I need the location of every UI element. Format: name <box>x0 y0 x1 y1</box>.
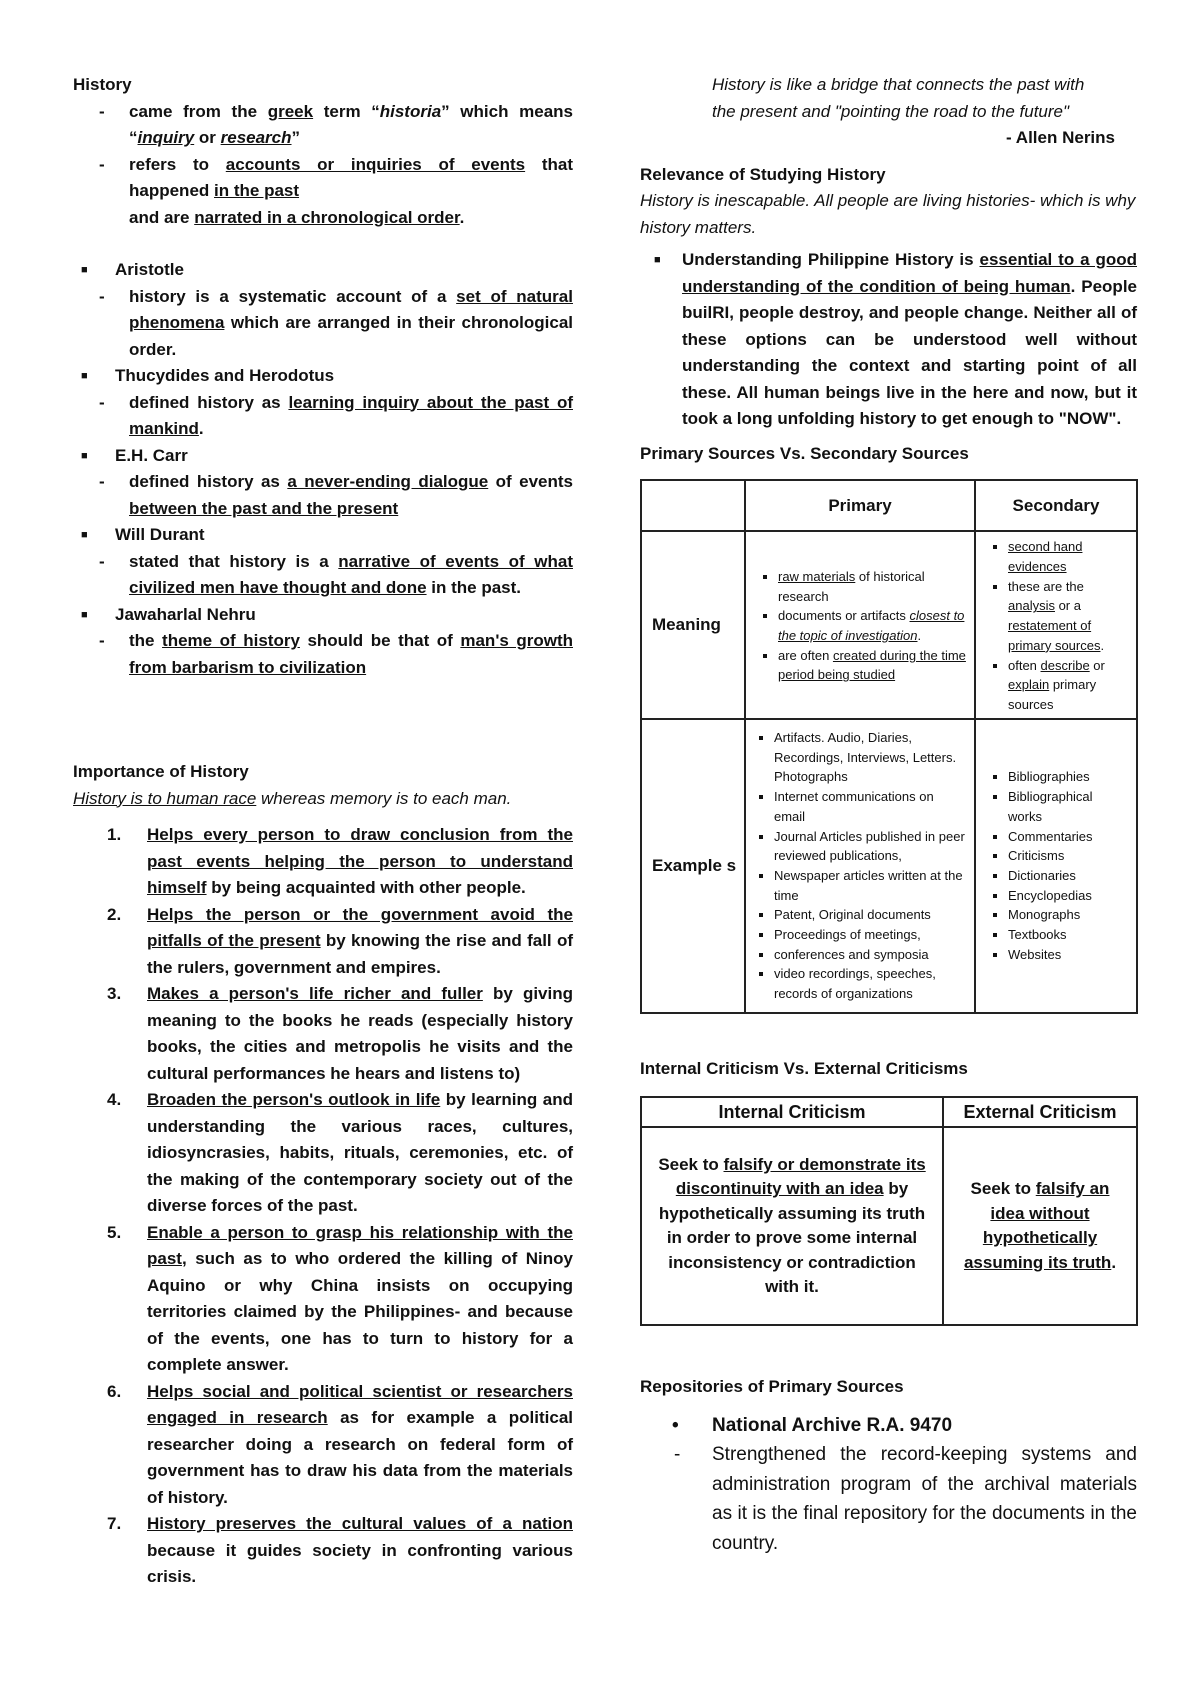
criticism-heading: Internal Criticism Vs. External Criticisms <box>640 1058 968 1078</box>
person-eh-carr: ■ E.H. Carr <box>81 445 188 465</box>
sources-heading: Primary Sources Vs. Secondary Sources <box>640 443 969 463</box>
importance-item-1: 1. Helps every person to draw conclusion from the past events helping the person to understand himself by being acquainted with other people. <box>107 825 573 897</box>
relevance-bullet: ■ Understanding Philippine History is essential to a good understanding of the condition of being human. People builRI, people destroy, and people change. Neither all of these options can be understood well without understanding the context and starting point of all these. All human beings live in the here and now, but it took a long unfolding history to get enough to "NOW". <box>654 250 1137 428</box>
quote-author: - Allen Nerins <box>1006 128 1115 147</box>
importance-item-4: 4. Broaden the person's outlook in life by learning and understanding the various races, cultures, idiosyncrasies, habits, rituals, ceremonies, etc. of the making of the contemporary society out of the diverse forces of the past. <box>107 1090 573 1215</box>
repository-description: - Strengthened the record-keeping systems and administration program of the archival materials as it is the final repository for the documents in the country. <box>674 1444 1137 1554</box>
sources-table-corner <box>641 480 745 531</box>
importance-item-5: 5. Enable a person to grasp his relationship with the past, such as to who ordered the killing of Ninoy Aquino or why China insists on occupying territories claimed by the Philippines- and because of the events, one has to turn to history for a complete answer. <box>107 1222 573 1374</box>
importance-heading: Importance of History <box>73 762 249 781</box>
person-aristotle-definition: - history is a systematic account of a set of natural phenomena which are arranged in their chronological order. <box>99 286 573 359</box>
sources-header-primary: Primary <box>745 480 975 531</box>
criticism-header-external: External Criticism <box>943 1097 1137 1127</box>
repositories-heading: Repositories of Primary Sources <box>640 1377 904 1397</box>
row-label-examples: Example s <box>641 719 745 1013</box>
importance-item-7: 7. History preserves the cultural values of a nation because it guides society in confronting various crisis. <box>107 1514 573 1586</box>
repository-item: • National Archive R.A. 9470 <box>672 1414 953 1436</box>
person-thucydides-herodotus: ■ Thucydides and Herodotus <box>81 366 335 385</box>
person-nehru-definition: - the theme of history should be that of man's growth from barbarism to civilization <box>99 631 573 677</box>
sources-table <box>640 479 1138 1014</box>
criticism-internal-cell: Seek to falsify or demonstrate its discontinuity with an idea by hypothetically assuming its truth in order to prove some internal inconsistency or contradiction with it. <box>641 1127 943 1325</box>
importance-subtitle: History is to human race whereas memory is to each man. <box>73 788 512 808</box>
left-column <box>73 72 573 1591</box>
criticism-header-internal: Internal Criticism <box>641 1097 943 1127</box>
meaning-secondary-cell: ▪ second hand evidences ▪ these are the analysis or a restatement of primary sources. ▪ often describe or explain primary sources <box>975 531 1137 719</box>
quote-line-1: History is like a bridge that connects the past with <box>712 75 1085 94</box>
history-definition-3: and are narrated in a chronological order. <box>129 207 465 227</box>
person-will-durant: ■ Will Durant <box>81 525 205 544</box>
examples-secondary-cell: ▪ Bibliographies ▪ Bibliographical works ▪ Commentaries ▪ Criticisms ▪ Dictionaries ▪ Encyclopedias ▪ Monographs ▪ Textbooks ▪ Websites <box>975 719 1137 1013</box>
person-nehru: ■ Jawaharlal Nehru <box>81 604 256 624</box>
importance-item-6: 6. Helps social and political scientist or researchers engaged in research as for example a political researcher doing a research on federal form of government has to draw his data from the materials of history. <box>107 1381 573 1507</box>
history-heading: History <box>73 75 132 94</box>
history-definition-1: - came from the greek term “historia” which means “inquiry or research” <box>99 101 573 147</box>
criticism-external-cell: Seek to falsify an idea without hypothetically assuming its truth. <box>943 1127 1137 1325</box>
relevance-heading: Relevance of Studying History <box>640 164 886 184</box>
history-definition-2: - refers to accounts or inquiries of events that happened in the past <box>99 154 574 200</box>
relevance-subtitle: History is inescapable. All people are living histories- which is why history matters. <box>640 191 1136 237</box>
right-column <box>640 72 1137 1558</box>
meaning-primary-cell: ▪ raw materials of historical research ▪ documents or artifacts closest to the topic of investigation. ▪ are often created during the time period being studied <box>745 531 975 719</box>
quote-line-2: the present and "pointing the road to the future" <box>712 101 1070 121</box>
criticism-table <box>640 1096 1138 1326</box>
importance-item-2: 2. Helps the person or the government avoid the pitfalls of the present by knowing the rise and fall of the rulers, government and empires. <box>107 904 573 977</box>
person-aristotle: ■ Aristotle <box>81 260 184 279</box>
importance-item-3: 3. Makes a person's life richer and fuller by giving meaning to the books he reads (especially history books, the cities and metropolis he visits and the cultural performances he hears and listens to) <box>107 984 573 1083</box>
row-label-meaning: Meaning <box>641 531 745 719</box>
sources-header-secondary: Secondary <box>975 480 1137 531</box>
person-eh-carr-definition: - defined history as a never-ending dialogue of events between the past and the present <box>99 472 574 518</box>
person-will-durant-definition: - stated that history is a narrative of events of what civilized men have thought and done in the past. <box>99 551 573 597</box>
examples-primary-cell: ▪ Artifacts. Audio, Diaries, Recordings, Interviews, Letters. Photographs ▪ Internet communications on email ▪ Journal Articles published in peer reviewed publications, ▪ Newspaper articles written at the time ▪ Patent, Original documents ▪ Proceedings of meetings, ▪ conferences and symposia ▪ video recordings, speeches, records of organizations <box>745 719 975 1013</box>
person-thucydides-definition: - defined history as learning inquiry about the past of mankind. <box>99 392 573 438</box>
